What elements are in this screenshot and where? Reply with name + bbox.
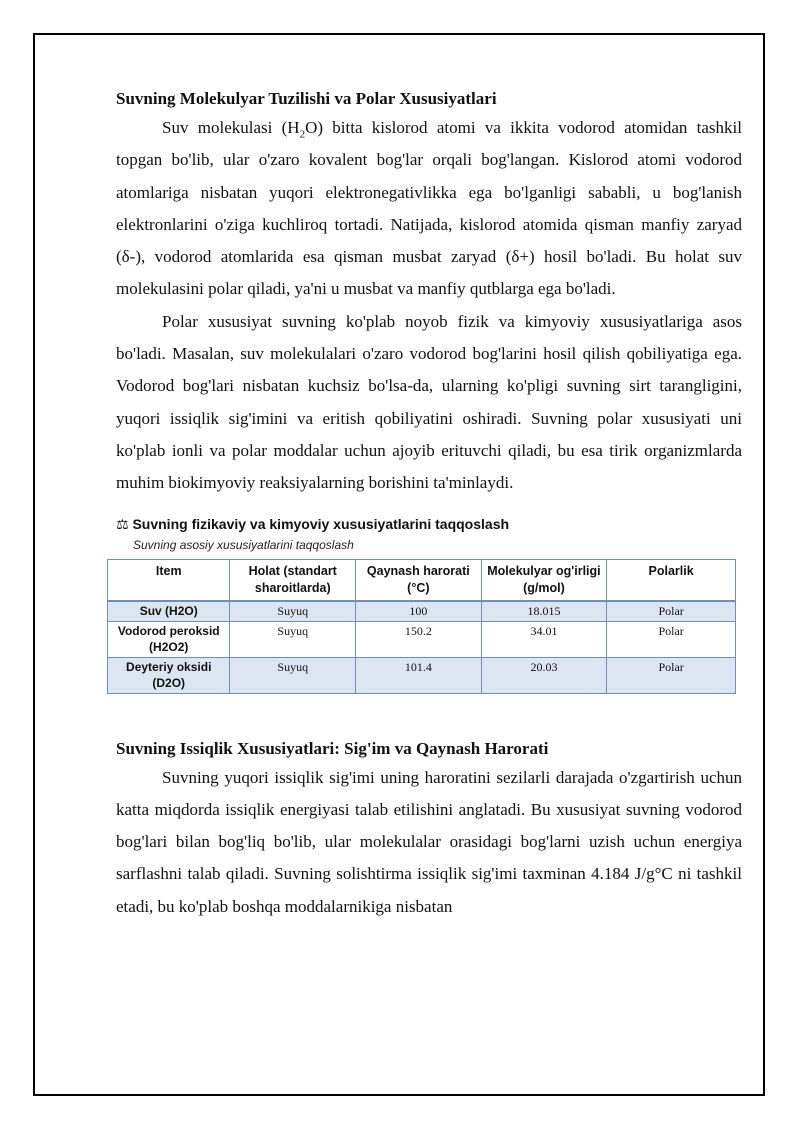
cell-boiling-point: 150.2 (356, 621, 482, 657)
section-heading-thermal-properties: Suvning Issiqlik Xususiyatlari: Sig'im va Qaynash Harorati (116, 738, 549, 758)
paragraph-molecule-description (116, 112, 742, 306)
subscript: 2 (299, 128, 306, 141)
header-polarity: Polarlik (607, 559, 736, 601)
cell-polarity: Polar (607, 601, 736, 622)
cell-item: Suv (H2O) (108, 601, 230, 622)
header-boiling-point: Qaynash harorati (°C) (356, 559, 482, 601)
table-caption: Suvning asosiy xususiyatlarini taqqoslash (133, 537, 354, 552)
section-heading-molecular-structure: Suvning Molekulyar Tuzilishi va Polar Xususiyatlari (116, 89, 497, 108)
cell-state: Suyuq (230, 601, 356, 622)
table-row (108, 657, 736, 693)
cell-polarity: Polar (607, 621, 736, 657)
header-item: Item (108, 559, 230, 601)
cell-boiling-point: 100 (356, 601, 482, 622)
paragraph-text: Suv molekulasi (H (162, 118, 300, 137)
cell-molecular-weight: 34.01 (481, 621, 607, 657)
table-row (108, 621, 736, 657)
cell-state: Suyuq (230, 657, 356, 693)
cell-state: Suyuq (230, 621, 356, 657)
document-content (116, 86, 742, 923)
header-molecular-weight: Molekulyar og'irligi (g/mol) (481, 559, 607, 601)
comparison-table (107, 559, 736, 694)
paragraph-heat-capacity: Suvning yuqori issiqlik sig'imi uning haroratini sezilarli darajada o'zgartirish uchun katta miqdorda issiqlik energiyasi talab etilishini anglatadi. Bu xususiyat suvning vodorod bog'lari bilan bog'liq bo'lib, ular molekulalar orasidagi bog'larni uzish uchun energiya sarflashni talab qiladi. Suvning solishtirma issiqlik sig'imi taxminan 4.184 J/g°C ni tashkil etadi, bu ko'plab boshqa moddalarnikiga nisbatan (116, 767, 742, 916)
table-title (116, 514, 742, 534)
cell-molecular-weight: 20.03 (481, 657, 607, 693)
table-header-row (108, 559, 736, 601)
table-row (108, 601, 736, 622)
cell-item: Deyteriy oksidi (D2O) (108, 657, 230, 693)
scales-icon: ⚖ (116, 515, 129, 532)
cell-boiling-point: 101.4 (356, 657, 482, 693)
table-title-text: Suvning fizikaviy va kimyoviy xususiyatlarini taqqoslash (132, 515, 510, 532)
paragraph-text: O) bitta kislorod atomi va ikkita vodorod atomidan tashkil topgan bo'lib, ular o'zaro kovalent bog'lar orqali bog'langan. Kislorod atomi vodorod atomlariga nisbatan yuqori elektronegativlikka ega bo'lganligi sababli, u bog'lanish elektronlarini o'ziga kuchliroq tortadi. Natijada, kislorod atomida qisman manfiy zaryad (δ-), vodorod atomlarida esa qisman musbat zaryad (δ+) hosil bo'ladi. Bu holat suv molekulasini polar qiladi, ya'ni u musbat va manfiy qutblarga ega bo'ladi. (116, 118, 742, 299)
cell-item: Vodorod peroksid (H2O2) (117, 623, 220, 654)
cell-molecular-weight: 18.015 (481, 601, 607, 622)
cell-polarity: Polar (607, 657, 736, 693)
header-state: Holat (standart sharoitlarda) (230, 559, 356, 601)
paragraph-polar-properties: Polar xususiyat suvning ko'plab noyob fizik va kimyoviy xususiyatlariga asos bo'ladi. Masalan, suv molekulalari o'zaro vodorod bog'larini hosil qilish qobiliyatiga ega. Vodorod bog'lari nisbatan kuchsiz bo'lsa-da, ularning ko'pligi suvning sirt tarangligini, yuqori issiqlik sig'imini va eritish qobiliyatini oshiradi. Suvning polar xususiyati uni ko'plab ionli va polar moddalar uchun ajoyib erituvchi qiladi, bu esa tirik organizmlarda muhim biokimyoviy reaksiyalarning borishini ta'minlaydi. (116, 311, 742, 493)
